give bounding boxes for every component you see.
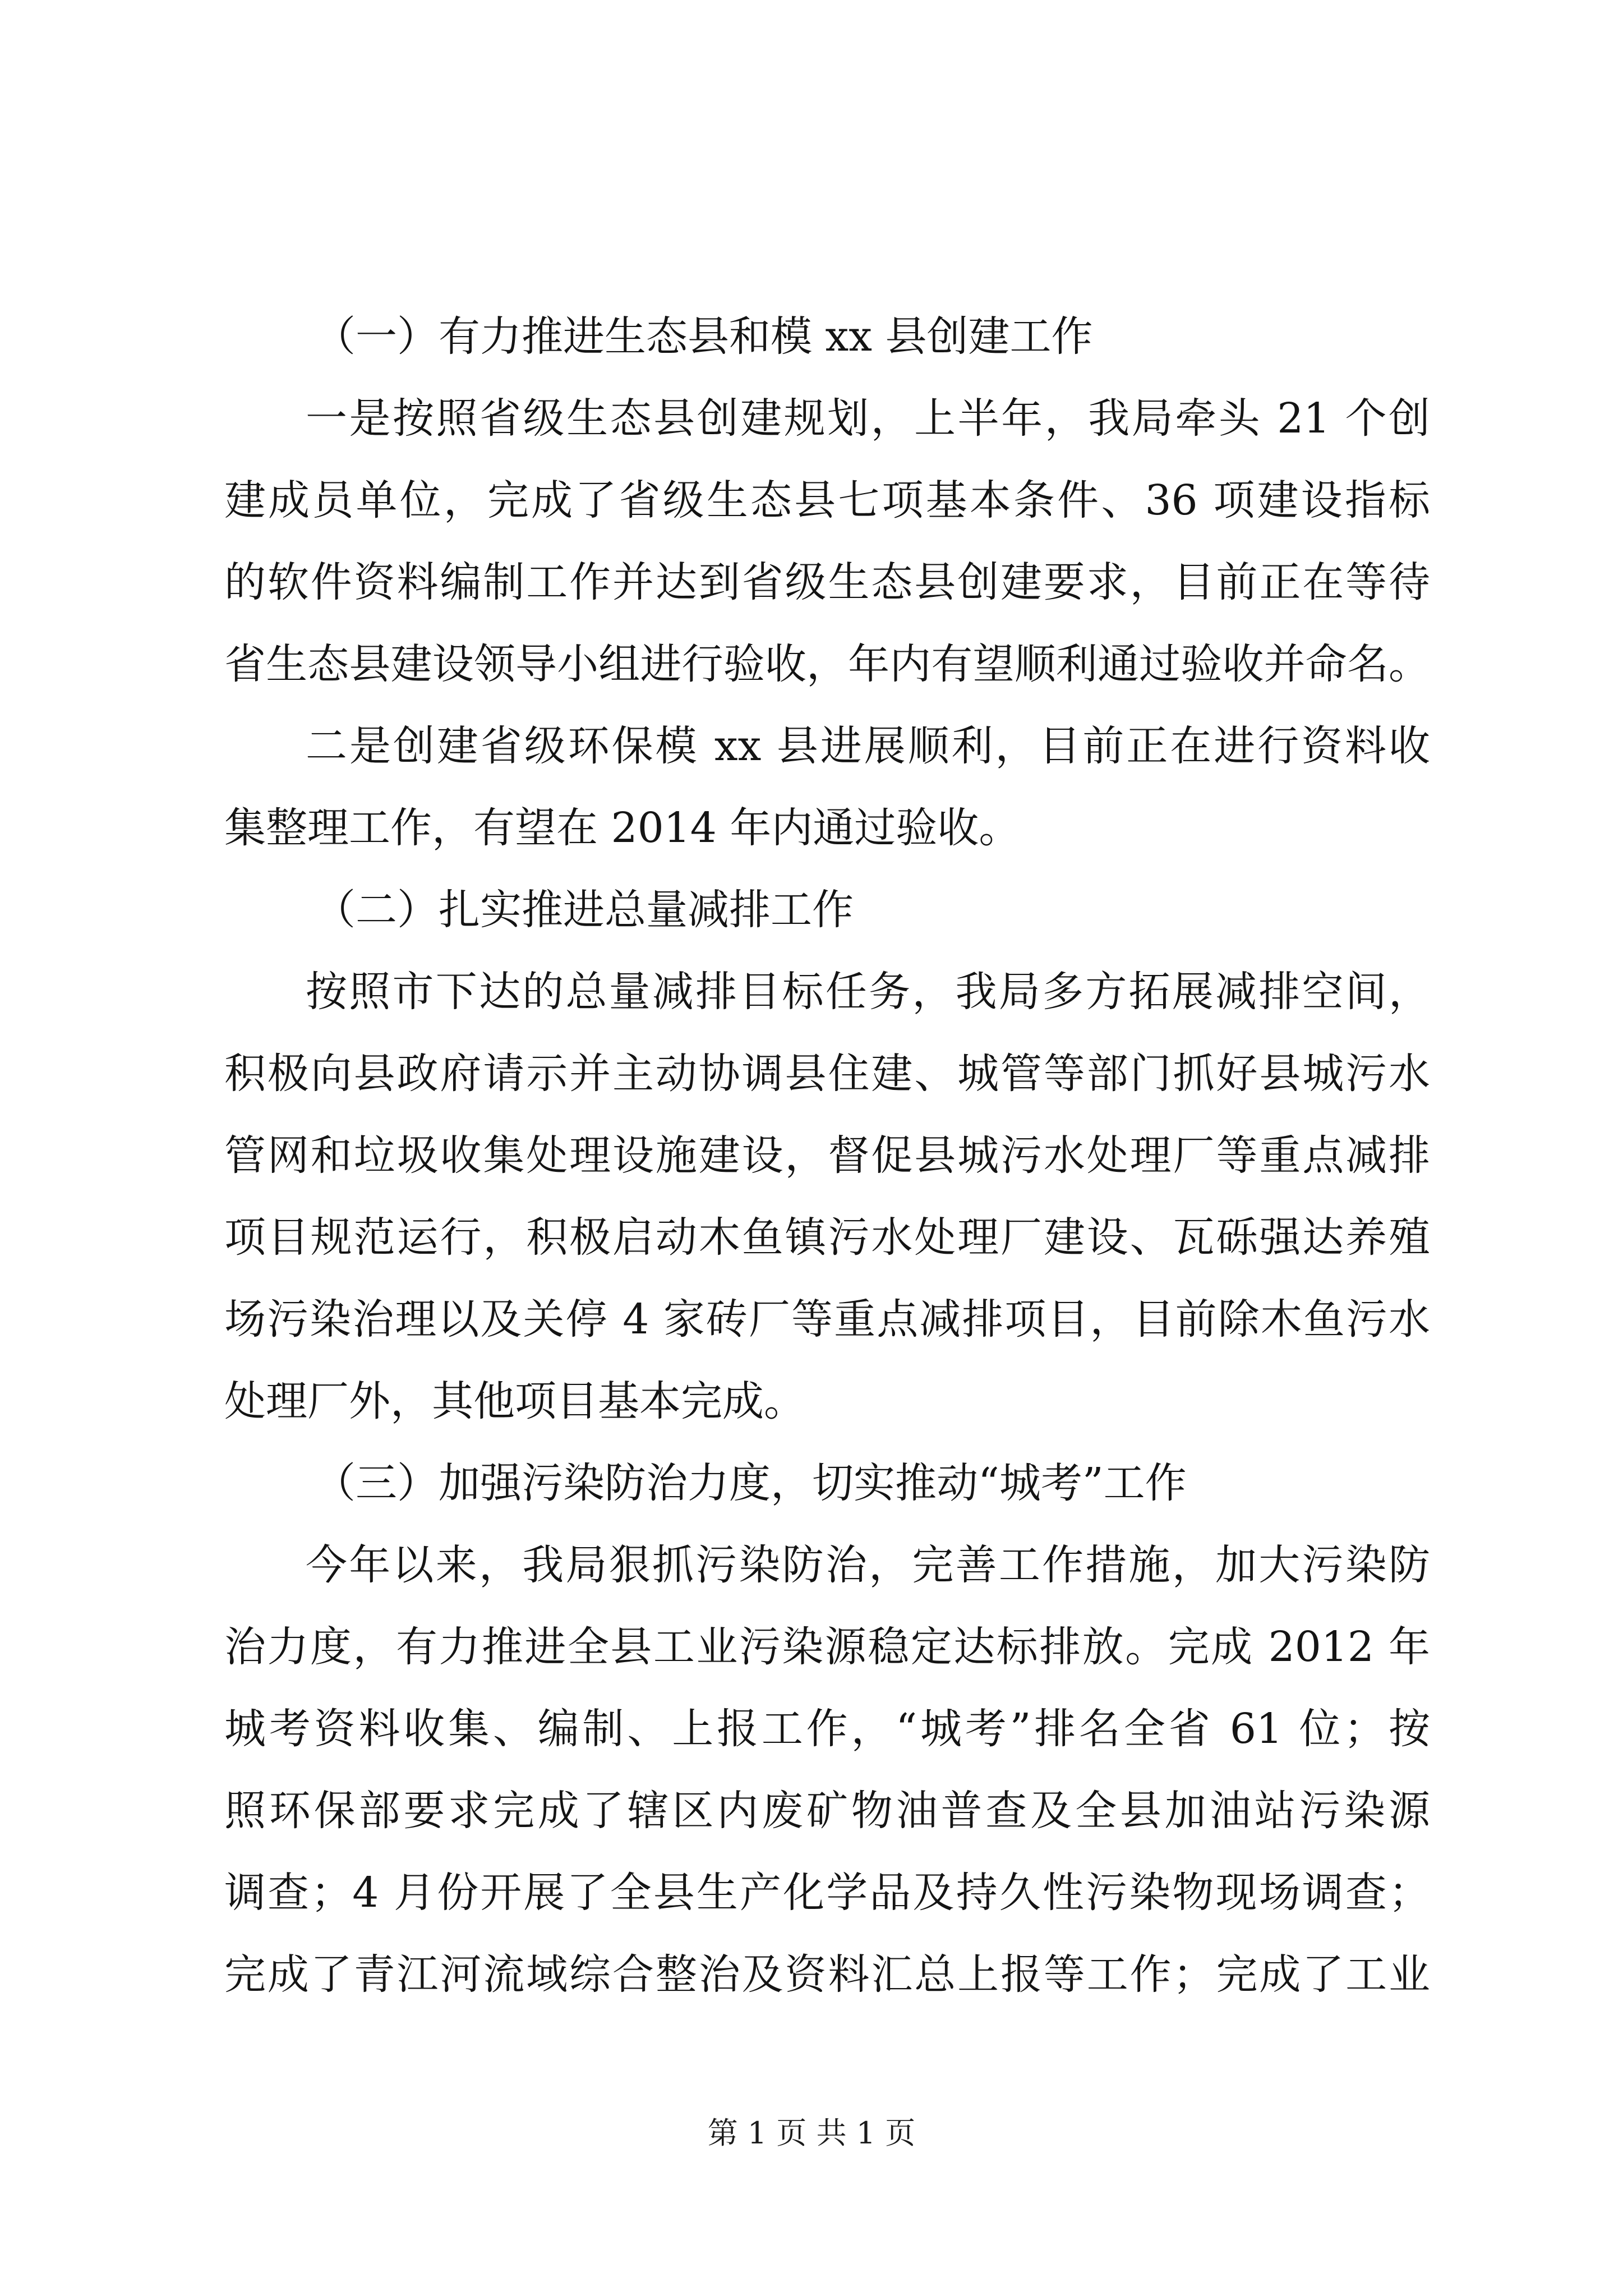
section-heading-3: （三）加强污染防治力度，切实推动“城考”工作 <box>314 1459 1187 1507</box>
paragraph-line: 积极向县政府请示并主动协调县住建、城管等部门抓好县城污水 <box>224 1050 1430 1098</box>
paragraph-line: 省生态县建设领导小组进行验收，年内有望顺利通过验收并命名。 <box>224 640 1430 688</box>
paragraph-line: 完成了青江河流域综合整治及资料汇总上报等工作；完成了工业 <box>224 1950 1430 1999</box>
paragraph-line: 调查；4 月份开展了全县生产化学品及持久性污染物现场调查； <box>224 1869 1430 1917</box>
paragraph-line: 建成员单位，完成了省级生态县七项基本条件、36 项建设指标 <box>224 476 1430 524</box>
paragraph-line: 项目规范运行，积极启动木鱼镇污水处理厂建设、瓦砾强达养殖 <box>224 1213 1430 1262</box>
paragraph-line: 的软件资料编制工作并达到省级生态县创建要求，目前正在等待 <box>224 558 1430 606</box>
paragraph-line: 处理厂外，其他项目基本完成。 <box>224 1377 805 1425</box>
paragraph-line: 今年以来，我局狠抓污染防治，完善工作措施，加大污染防 <box>306 1541 1430 1589</box>
paragraph-line: 按照市下达的总量减排目标任务，我局多方拓展减排空间， <box>306 968 1430 1016</box>
paragraph-line: 集整理工作，有望在 2014 年内通过验收。 <box>224 804 1021 852</box>
paragraph-line: 照环保部要求完成了辖区内废矿物油普查及全县加油站污染源 <box>224 1787 1430 1835</box>
paragraph-line: 场污染治理以及关停 4 家砖厂等重点减排项目，目前除木鱼污水 <box>224 1295 1430 1343</box>
paragraph-line: 城考资料收集、编制、上报工作，“城考”排名全省 61 位；按 <box>224 1705 1430 1753</box>
paragraph-line: 治力度，有力推进全县工业污染源稳定达标排放。完成 2012 年 <box>224 1623 1430 1671</box>
section-heading-1: （一）有力推进生态县和模 xx 县创建工作 <box>314 312 1093 361</box>
paragraph-line: 二是创建省级环保模 xx 县进展顺利，目前正在进行资料收 <box>306 722 1430 770</box>
page-number-footer: 第 1 页 共 1 页 <box>707 2115 916 2151</box>
section-heading-2: （二）扎实推进总量减排工作 <box>314 886 854 934</box>
paragraph-line: 一是按照省级生态县创建规划，上半年，我局牵头 21 个创 <box>306 394 1430 443</box>
paragraph-line: 管网和垃圾收集处理设施建设，督促县城污水处理厂等重点减排 <box>224 1131 1430 1180</box>
